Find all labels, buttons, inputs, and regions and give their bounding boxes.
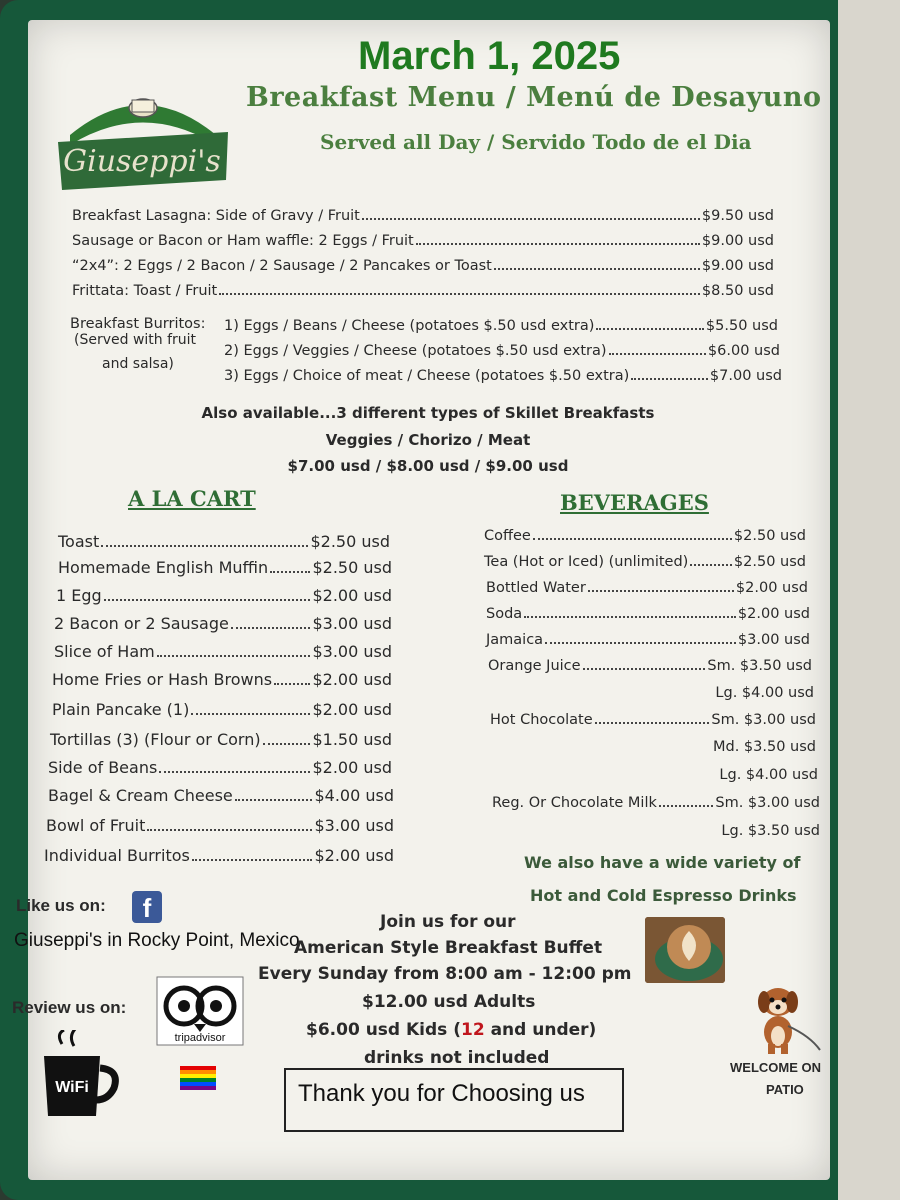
menu-item-row [72,283,774,299]
item-price: Sm. $3.00 usd [715,795,820,811]
dot-leader [231,627,311,629]
item-price: $2.00 usd [312,758,392,777]
item-price: $9.00 usd [701,233,774,249]
item-price: $2.00 usd [312,586,392,605]
item-price: Sm. $3.50 usd [707,658,812,674]
skillet-line: Veggies / Chorizo / Meat [325,431,531,449]
dot-leader [362,218,700,220]
dot-leader [104,599,311,601]
item-price: $2.50 usd [312,558,392,577]
logo-text: Giuseppi's [63,144,221,179]
item-name: Reg. Or Chocolate Milk [492,795,657,811]
dot-leader [235,799,313,801]
a-la-cart-heading: A LA CART [128,486,256,511]
pride-flag-icon [180,1066,216,1090]
beverage-row [490,767,818,783]
item-name: Toast [58,532,100,551]
item-price: $3.00 usd [312,642,392,661]
burritos-note: (Served with fruit [74,332,197,348]
latte-photo [645,917,725,983]
beverage-row [484,528,806,544]
item-price: $1.50 usd [312,730,392,749]
dot-leader [533,538,732,540]
item-price: $5.50 usd [705,318,778,334]
item-name: Individual Burritos [44,846,190,865]
item-price: $2.00 usd [314,846,394,865]
item-price: $6.00 usd [707,343,780,359]
item-name: 1 Egg [56,586,102,605]
item-price: $4.00 usd [314,786,394,805]
buffet-hours: Every Sunday from 8:00 am - 12:00 pm [258,964,632,984]
item-price: $9.50 usd [701,208,774,224]
skillet-prices: $7.00 usd / $8.00 usd / $9.00 usd [287,457,569,475]
item-price: $2.00 usd [735,580,808,596]
item-price: Lg. $4.00 usd [719,767,818,783]
location-text: Giuseppi's in Rocky Point, Mexico [14,930,300,951]
burritos-label: Breakfast Burritos: [70,316,206,332]
item-price: $8.50 usd [701,283,774,299]
item-price: $2.00 usd [312,670,392,689]
facebook-icon[interactable]: f [132,891,162,923]
a-la-cart-row [46,816,394,835]
item-price: $9.00 usd [701,258,774,274]
dot-leader [583,668,706,670]
item-name: 2) Eggs / Veggies / Cheese (potatoes $.50 usd extra) [224,343,607,359]
a-la-cart-row [48,786,394,805]
item-name: 1) Eggs / Beans / Cheese (potatoes $.50 usd extra) [224,318,595,334]
item-price: $2.50 usd [733,554,806,570]
espresso-note: Hot and Cold Espresso Drinks [530,886,797,905]
a-la-cart-row [56,586,392,605]
item-name: Bowl of Fruit [46,816,146,835]
beverage-row [486,632,810,648]
beverage-row [492,795,820,811]
item-price: Lg. $3.50 usd [721,823,820,839]
item-price: $3.00 usd [314,816,394,835]
dot-leader [191,713,310,715]
menu-item-row [72,208,774,224]
item-price: $3.00 usd [312,614,392,633]
giuseppis-logo [50,80,236,190]
beverage-row [488,658,812,674]
item-price: Md. $3.50 usd [712,739,816,755]
item-name: Plain Pancake (1) [52,700,190,719]
buffet-kids-price: $6.00 usd Kids (12 and under) [306,1020,597,1040]
served-all-day: Served all Day / Servido Todo de el Dia [320,130,752,154]
item-name: 2 Bacon or 2 Sausage [54,614,229,633]
beverage-row [488,685,814,701]
menu-item-row [224,368,782,384]
espresso-note: We also have a wide variety of [524,853,801,872]
item-name: Side of Beans [48,758,158,777]
thank-you-text: Thank you for Choosing us [298,1080,585,1107]
skillet-line: Also available...3 different types of Skillet Breakfasts [201,404,655,422]
item-name: Coffee [484,528,531,544]
dot-leader [595,722,710,724]
tripadvisor-label: tripadvisor [174,1032,226,1044]
item-name: Sausage or Bacon or Ham waffle: 2 Eggs / Fruit [72,233,414,249]
dot-leader [690,564,732,566]
item-name: Frittata: Toast / Fruit [72,283,218,299]
item-name: Slice of Ham [54,642,155,661]
kids-age-number: 12 [460,1020,485,1040]
tripadvisor-icon[interactable] [156,976,244,1046]
dog-icon [752,980,822,1060]
item-price: $2.00 usd [737,606,810,622]
item-price: $2.00 usd [312,700,392,719]
menu-item-row [224,318,778,334]
item-price: $3.00 usd [737,632,810,648]
dot-leader [270,571,310,573]
menu-sheet [12,20,830,1180]
beverage-row [490,739,816,755]
menu-title: Breakfast Menu / Menú de Desayuno [246,82,822,113]
table-edge [838,0,900,1200]
menu-item-row [72,258,774,274]
beverage-row [492,823,820,839]
dot-leader [596,328,704,330]
item-name: Tea (Hot or Iced) (unlimited) [484,554,689,570]
buffet-line: American Style Breakfast Buffet [294,938,603,958]
a-la-cart-row [58,558,392,577]
dot-leader [157,655,311,657]
dot-leader [545,642,736,644]
beverage-row [486,580,808,596]
item-name: Hot Chocolate [490,712,593,728]
a-la-cart-row [52,670,392,689]
menu-date: March 1, 2025 [358,34,621,78]
like-us-label: Like us on: [16,896,106,915]
item-name: “2x4”: 2 Eggs / 2 Bacon / 2 Sausage / 2 Pancakes or Toast [72,258,492,274]
beverage-row [490,712,816,728]
a-la-cart-row [48,758,392,777]
item-name: 3) Eggs / Choice of meat / Cheese (potatoes $.50 extra) [224,368,630,384]
dot-leader [416,243,700,245]
a-la-cart-row [54,642,392,661]
item-name: Home Fries or Hash Browns [52,670,273,689]
drinks-not-included: drinks not included [364,1048,550,1068]
dot-leader [659,805,714,807]
buffet-adult-price: $12.00 usd Adults [362,992,536,1012]
item-price: Lg. $4.00 usd [715,685,814,701]
a-la-cart-row [54,614,392,633]
wifi-mug-icon [34,1030,126,1122]
a-la-cart-row [52,700,392,719]
beverages-heading: BEVERAGES [560,490,709,515]
dot-leader [609,353,706,355]
dot-leader [101,545,308,547]
item-price: Sm. $3.00 usd [711,712,816,728]
a-la-cart-row [58,532,390,551]
wifi-label: WiFi [55,1079,89,1096]
beverage-row [484,554,806,570]
dot-leader [147,829,312,831]
burritos-note: and salsa) [102,356,174,372]
a-la-cart-row [44,846,394,865]
dot-leader [588,590,734,592]
a-la-cart-row [50,730,392,749]
patio-text: WELCOME ON [730,1060,821,1075]
dot-leader [274,683,310,685]
dot-leader [159,771,310,773]
dot-leader [263,743,311,745]
dot-leader [631,378,708,380]
patio-text: PATIO [766,1082,804,1097]
review-us-label: Review us on: [12,998,127,1017]
item-price: $2.50 usd [310,532,390,551]
menu-item-row [224,343,780,359]
dot-leader [192,859,313,861]
buffet-line: Join us for our [380,912,516,932]
beverage-row [486,606,810,622]
item-price: $7.00 usd [709,368,782,384]
item-name: Orange Juice [488,658,581,674]
dot-leader [524,616,736,618]
item-name: Bagel & Cream Cheese [48,786,233,805]
dot-leader [219,293,700,295]
item-name: Soda [486,606,523,622]
dot-leader [494,268,700,270]
menu-item-row [72,233,774,249]
item-name: Jamaica [486,632,544,648]
item-name: Tortillas (3) (Flour or Corn) [50,730,261,749]
item-name: Bottled Water [486,580,586,596]
item-name: Homemade English Muffin [58,558,269,577]
item-name: Breakfast Lasagna: Side of Gravy / Fruit [72,208,360,224]
item-price: $2.50 usd [733,528,806,544]
